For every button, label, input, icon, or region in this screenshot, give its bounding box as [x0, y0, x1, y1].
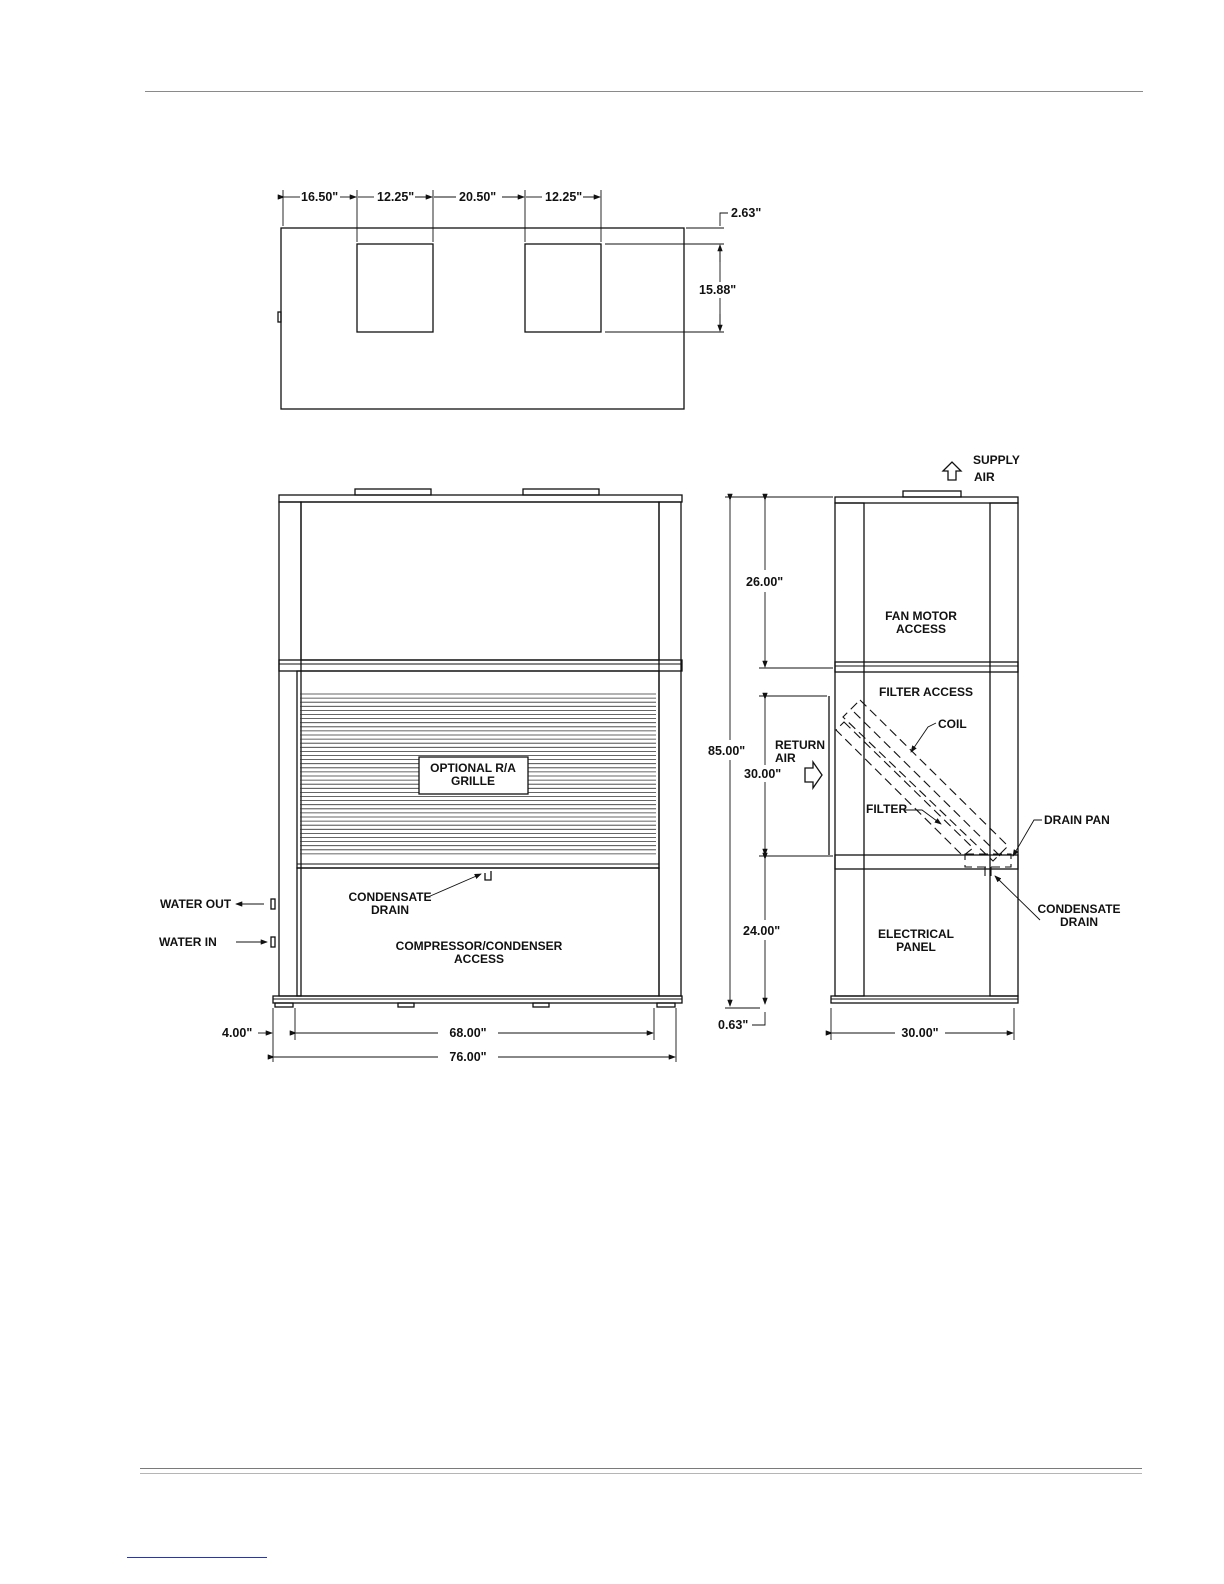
condensate-label-2: DRAIN — [371, 903, 409, 917]
dim-12-25-right: 12.25" — [545, 190, 583, 204]
supply-opening-right — [525, 244, 601, 332]
dim-15-88: 15.88" — [699, 283, 737, 297]
electrical-panel-label-1: ELECTRICAL — [878, 927, 954, 941]
filter-label: FILTER — [866, 802, 908, 816]
dim-4-00: 4.00" — [222, 1026, 253, 1040]
compressor-label-2: ACCESS — [453, 952, 505, 966]
return-air-label-2: AIR — [775, 751, 796, 765]
top-dim-vertical — [720, 213, 728, 331]
water-out-label: WATER OUT — [160, 897, 232, 911]
top-view — [278, 190, 761, 409]
side-left-post — [835, 503, 864, 996]
foot-4 — [657, 1003, 675, 1007]
filter-outline — [836, 722, 973, 856]
compressor-label-1: COMPRESSOR/CONDENSER — [395, 939, 563, 953]
dim-16-50: 16.50" — [301, 190, 339, 204]
duct-collar-right — [523, 489, 599, 495]
duct-collar-left — [355, 489, 431, 495]
dim-12-25-left: 12.25" — [377, 190, 415, 204]
drain-pan-label: DRAIN PAN — [1044, 813, 1110, 827]
side-top-rail — [835, 497, 1018, 503]
water-out-fitting — [271, 899, 275, 909]
fan-motor-label-1: FAN MOTOR — [885, 609, 957, 623]
supply-air-arrow-icon — [943, 462, 961, 480]
side-view — [708, 453, 1121, 1040]
front-view — [159, 489, 682, 1064]
side-condensate-label-2: DRAIN — [1060, 915, 1098, 929]
front-top-rail — [279, 495, 682, 502]
foot-1 — [275, 1003, 293, 1007]
fan-motor-label-2: ACCESS — [895, 622, 947, 636]
dim-68-00: 68.00" — [449, 1026, 487, 1040]
side-duct-collar — [903, 491, 961, 497]
supply-opening-left — [357, 244, 433, 332]
side-base-rail — [831, 996, 1018, 1003]
dim-20-50: 20.50" — [459, 190, 497, 204]
supply-air-label-2: AIR — [974, 470, 995, 484]
top-view-tab — [278, 312, 281, 322]
side-condensate-label-1: CONDENSATE — [1037, 902, 1121, 916]
dim-76-00: 76.00" — [449, 1050, 487, 1064]
dim-85-00: 85.00" — [708, 744, 746, 758]
dim-30-00-vertical: 30.00" — [744, 767, 782, 781]
front-left-post — [279, 502, 301, 996]
grille-label-line-1: OPTIONAL R/A — [430, 761, 516, 775]
condensate-fitting — [485, 871, 491, 880]
return-air-label-1: RETURN — [775, 738, 825, 752]
condensate-label-1: CONDENSATE — [348, 890, 432, 904]
front-right-post — [659, 502, 681, 996]
return-air-arrow-icon — [805, 762, 822, 788]
top-extension-lines — [283, 190, 724, 332]
filter-access-label: FILTER ACCESS — [878, 685, 974, 699]
front-middle-rail — [279, 660, 682, 671]
water-in-label: WATER IN — [159, 935, 217, 949]
coil-outline — [843, 700, 1008, 861]
dim-2-63: 2.63" — [731, 206, 762, 220]
drain-pan-outline — [965, 854, 1011, 867]
foot-2 — [398, 1003, 414, 1007]
coil-label: COIL — [938, 717, 967, 731]
side-right-post — [990, 503, 1018, 996]
grille-label-line-2: GRILLE — [451, 774, 495, 788]
electrical-panel-label-2: PANEL — [896, 940, 936, 954]
front-base-rail — [273, 996, 682, 1003]
dim-26-00: 26.00" — [746, 575, 784, 589]
upper-panel — [301, 502, 659, 660]
dim-24-00: 24.00" — [743, 924, 781, 938]
dim-30-00-width: 30.00" — [901, 1026, 939, 1040]
supply-air-label-1: SUPPLY — [973, 453, 1020, 467]
lower-panel — [297, 868, 659, 996]
top-view-outline — [281, 228, 684, 409]
dim-0-63: 0.63" — [718, 1018, 749, 1032]
water-in-fitting — [271, 937, 275, 947]
foot-3 — [533, 1003, 549, 1007]
